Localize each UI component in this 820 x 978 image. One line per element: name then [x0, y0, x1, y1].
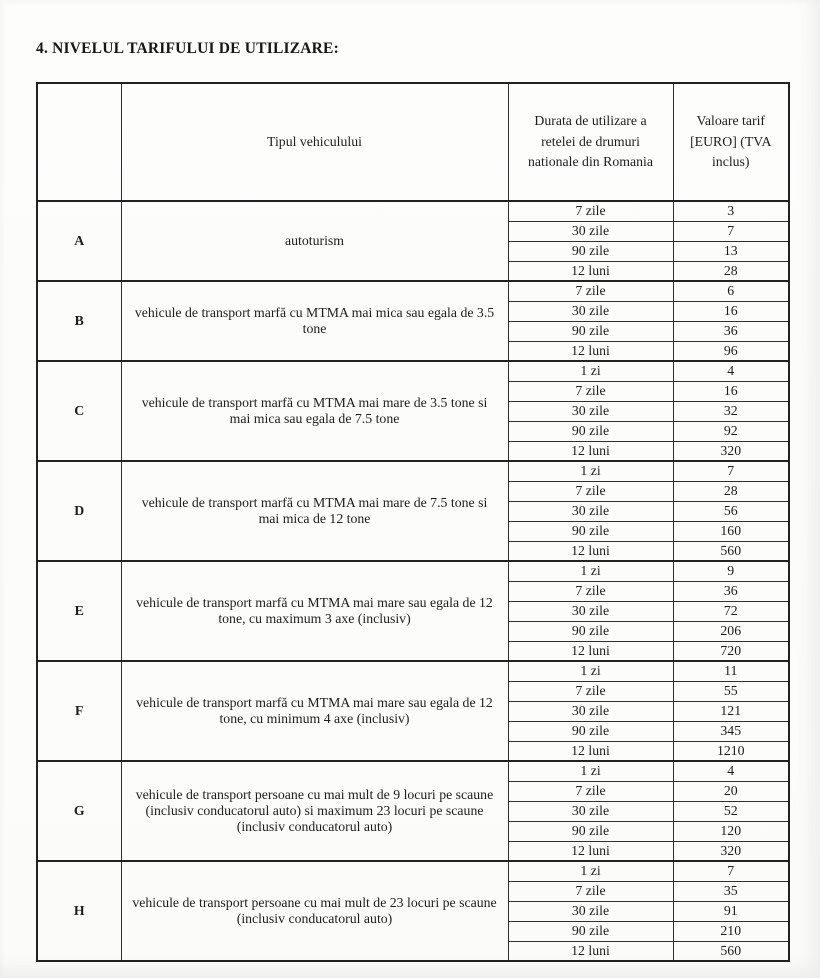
header-vehicle-type: Tipul vehiculului: [121, 83, 508, 201]
vehicle-group-first-row: [37, 281, 789, 301]
duration-cell: 90 zile: [508, 321, 673, 341]
tariff-value-cell: 121: [673, 701, 789, 721]
duration-cell: 12 luni: [508, 261, 673, 281]
tariff-value-cell: 52: [673, 801, 789, 821]
duration-cell: 12 luni: [508, 341, 673, 361]
duration-cell: 12 luni: [508, 941, 673, 961]
vehicle-description: vehicule de transport marfă cu MTMA mai mare sau egala de 12 tone, cu maximum 3 axe (inclusiv): [121, 561, 508, 661]
tariff-value-cell: 9: [673, 561, 789, 581]
tariff-value-cell: 3: [673, 201, 789, 221]
duration-cell: 7 zile: [508, 381, 673, 401]
tariff-value-cell: 320: [673, 441, 789, 461]
duration-cell: 12 luni: [508, 441, 673, 461]
tariff-value-cell: 560: [673, 941, 789, 961]
duration-cell: 12 luni: [508, 841, 673, 861]
vehicle-category-letter: A: [37, 201, 121, 281]
vehicle-category-letter: E: [37, 561, 121, 661]
vehicle-group-first-row: [37, 201, 789, 221]
tariff-value-cell: 55: [673, 681, 789, 701]
vehicle-category-letter: B: [37, 281, 121, 361]
table-header: [37, 83, 789, 201]
duration-cell: 30 zile: [508, 701, 673, 721]
tariff-value-cell: 11: [673, 661, 789, 681]
tariff-value-cell: 28: [673, 481, 789, 501]
vehicle-description: vehicule de transport marfă cu MTMA mai mare de 7.5 tone si mai mica de 12 tone: [121, 461, 508, 561]
duration-cell: 12 luni: [508, 741, 673, 761]
tariff-value-cell: 35: [673, 881, 789, 901]
tariff-value-cell: 16: [673, 381, 789, 401]
duration-cell: 30 zile: [508, 801, 673, 821]
tariff-value-cell: 96: [673, 341, 789, 361]
header-category-cell: [37, 83, 121, 201]
duration-cell: 30 zile: [508, 501, 673, 521]
tariff-value-cell: 91: [673, 901, 789, 921]
table-body: [37, 201, 789, 961]
tariff-value-cell: 56: [673, 501, 789, 521]
duration-cell: 12 luni: [508, 541, 673, 561]
tariff-value-cell: 28: [673, 261, 789, 281]
tariff-value-cell: 345: [673, 721, 789, 741]
tariff-value-cell: 7: [673, 861, 789, 881]
tariff-value-cell: 32: [673, 401, 789, 421]
tariff-value-cell: 720: [673, 641, 789, 661]
duration-cell: 90 zile: [508, 821, 673, 841]
duration-cell: 30 zile: [508, 901, 673, 921]
tariff-value-cell: 13: [673, 241, 789, 261]
tariff-value-cell: 4: [673, 361, 789, 381]
vehicle-description: autoturism: [121, 201, 508, 281]
duration-cell: 1 zi: [508, 461, 673, 481]
vehicle-group-first-row: [37, 561, 789, 581]
vehicle-group-first-row: [37, 861, 789, 881]
duration-cell: 30 zile: [508, 301, 673, 321]
duration-cell: 1 zi: [508, 761, 673, 781]
duration-cell: 1 zi: [508, 361, 673, 381]
tariff-value-cell: 36: [673, 581, 789, 601]
duration-cell: 7 zile: [508, 201, 673, 221]
duration-cell: 30 zile: [508, 401, 673, 421]
vehicle-description: vehicule de transport marfă cu MTMA mai mica sau egala de 3.5 tone: [121, 281, 508, 361]
duration-cell: 7 zile: [508, 881, 673, 901]
duration-cell: 90 zile: [508, 421, 673, 441]
tariff-value-cell: 120: [673, 821, 789, 841]
vehicle-category-letter: F: [37, 661, 121, 761]
duration-cell: 90 zile: [508, 241, 673, 261]
tariff-value-cell: 206: [673, 621, 789, 641]
vehicle-group-first-row: [37, 761, 789, 781]
vehicle-description: vehicule de transport persoane cu mai mult de 9 locuri pe scaune (inclusiv conducatorul auto) si maximum 23 locuri pe scaune (inclusiv conducatorul auto): [121, 761, 508, 861]
vehicle-description: vehicule de transport persoane cu mai mult de 23 locuri pe scaune (inclusiv conducatorul auto): [121, 861, 508, 961]
tariff-table: [36, 82, 790, 962]
duration-cell: 90 zile: [508, 921, 673, 941]
tariff-value-cell: 92: [673, 421, 789, 441]
tariff-value-cell: 7: [673, 221, 789, 241]
vehicle-category-letter: G: [37, 761, 121, 861]
tariff-value-cell: 6: [673, 281, 789, 301]
vehicle-group-first-row: [37, 461, 789, 481]
tariff-value-cell: 36: [673, 321, 789, 341]
vehicle-description: vehicule de transport marfă cu MTMA mai mare de 3.5 tone si mai mica sau egala de 7.5 tone: [121, 361, 508, 461]
duration-cell: 7 zile: [508, 281, 673, 301]
tariff-value-cell: 20: [673, 781, 789, 801]
vehicle-category-letter: H: [37, 861, 121, 961]
vehicle-group-first-row: [37, 361, 789, 381]
tariff-value-cell: 4: [673, 761, 789, 781]
duration-cell: 30 zile: [508, 221, 673, 241]
tariff-value-cell: 72: [673, 601, 789, 621]
duration-cell: 7 zile: [508, 681, 673, 701]
duration-cell: 7 zile: [508, 781, 673, 801]
duration-cell: 1 zi: [508, 861, 673, 881]
duration-cell: 90 zile: [508, 721, 673, 741]
tariff-value-cell: 7: [673, 461, 789, 481]
tariff-value-cell: 160: [673, 521, 789, 541]
tariff-value-cell: 1210: [673, 741, 789, 761]
header-duration: Durata de utilizare a retelei de drumuri nationale din Romania: [508, 83, 673, 201]
duration-cell: 1 zi: [508, 561, 673, 581]
vehicle-category-letter: D: [37, 461, 121, 561]
vehicle-group-first-row: [37, 661, 789, 681]
vehicle-category-letter: C: [37, 361, 121, 461]
tariff-value-cell: 210: [673, 921, 789, 941]
tariff-value-cell: 16: [673, 301, 789, 321]
vehicle-description: vehicule de transport marfă cu MTMA mai mare sau egala de 12 tone, cu minimum 4 axe (inclusiv): [121, 661, 508, 761]
tariff-value-cell: 320: [673, 841, 789, 861]
tariff-value-cell: 560: [673, 541, 789, 561]
duration-cell: 12 luni: [508, 641, 673, 661]
duration-cell: 30 zile: [508, 601, 673, 621]
duration-cell: 7 zile: [508, 481, 673, 501]
duration-cell: 1 zi: [508, 661, 673, 681]
duration-cell: 90 zile: [508, 621, 673, 641]
header-row: [37, 83, 789, 201]
duration-cell: 90 zile: [508, 521, 673, 541]
header-tariff: Valoare tarif [EURO] (TVA inclus): [673, 83, 789, 201]
duration-cell: 7 zile: [508, 581, 673, 601]
page-title: 4. NIVELUL TARIFULUI DE UTILIZARE:: [36, 40, 339, 57]
